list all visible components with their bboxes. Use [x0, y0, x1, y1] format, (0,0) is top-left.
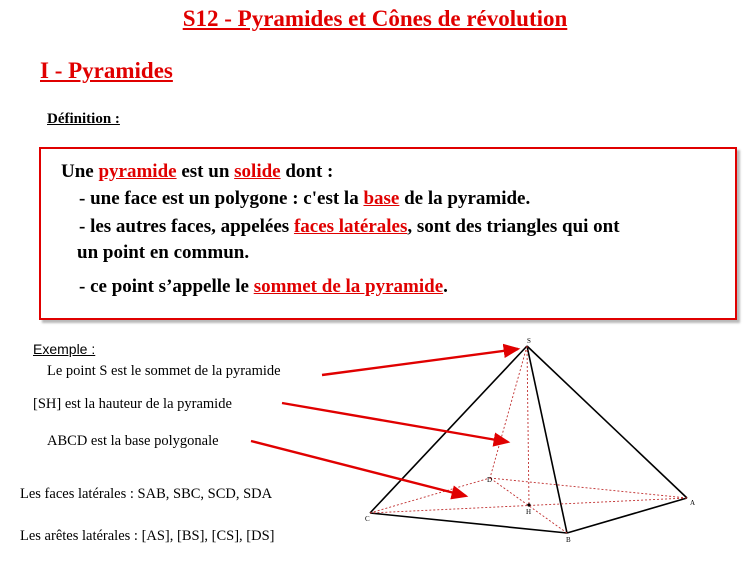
term-solide: solide — [234, 161, 281, 182]
height-SH — [527, 346, 529, 505]
term-faces-laterales: faces latérales — [293, 216, 408, 237]
hidden-edge-CD — [370, 476, 493, 513]
label-S: S — [527, 337, 531, 345]
section-title: I - Pyramides — [40, 58, 173, 83]
example-item-aretes: Les arêtes latérales : [AS], [BS], [CS], [DS] — [20, 528, 275, 544]
label-D: D — [487, 476, 493, 484]
definition-line-4: un point en commun. — [77, 242, 250, 263]
term-sommet: sommet de la pyramide — [253, 276, 444, 297]
edge-BC — [370, 513, 567, 533]
example-label: Exemple : — [33, 341, 96, 357]
label-H: H — [526, 508, 532, 516]
example-item-sommet: Le point S est le sommet de la pyramide — [47, 363, 281, 379]
label-B: B — [566, 536, 571, 544]
hidden-edge-AD — [490, 478, 687, 498]
example-item-base: ABCD est la base polygonale — [47, 433, 219, 449]
edge-SA — [527, 346, 687, 498]
point-H — [527, 503, 530, 506]
definition-line-1: Une pyramide est un solide dont : — [61, 161, 334, 182]
edge-AB — [567, 498, 687, 533]
page-title: S12 - Pyramides et Cônes de révolution — [182, 6, 568, 31]
definition-line-3: - les autres faces, appelées faces latérales, sont des triangles qui ont — [79, 216, 620, 237]
arrow-sommet — [322, 349, 518, 375]
term-pyramide: pyramide — [98, 161, 177, 182]
label-C: C — [365, 515, 370, 523]
definition-line-2: - une face est un polygone : c'est la base de la pyramide. — [79, 188, 531, 209]
definition-line-5: - ce point s’appelle le sommet de la pyramide. — [79, 276, 448, 297]
arrow-hauteur — [282, 403, 508, 442]
arrow-base — [251, 441, 466, 496]
example-item-faces: Les faces latérales : SAB, SBC, SCD, SDA — [20, 486, 273, 502]
label-A: A — [690, 499, 696, 507]
definition-label: Définition : — [47, 111, 120, 127]
term-base: base — [363, 188, 400, 209]
example-item-hauteur: [SH] est la hauteur de la pyramide — [33, 396, 232, 412]
